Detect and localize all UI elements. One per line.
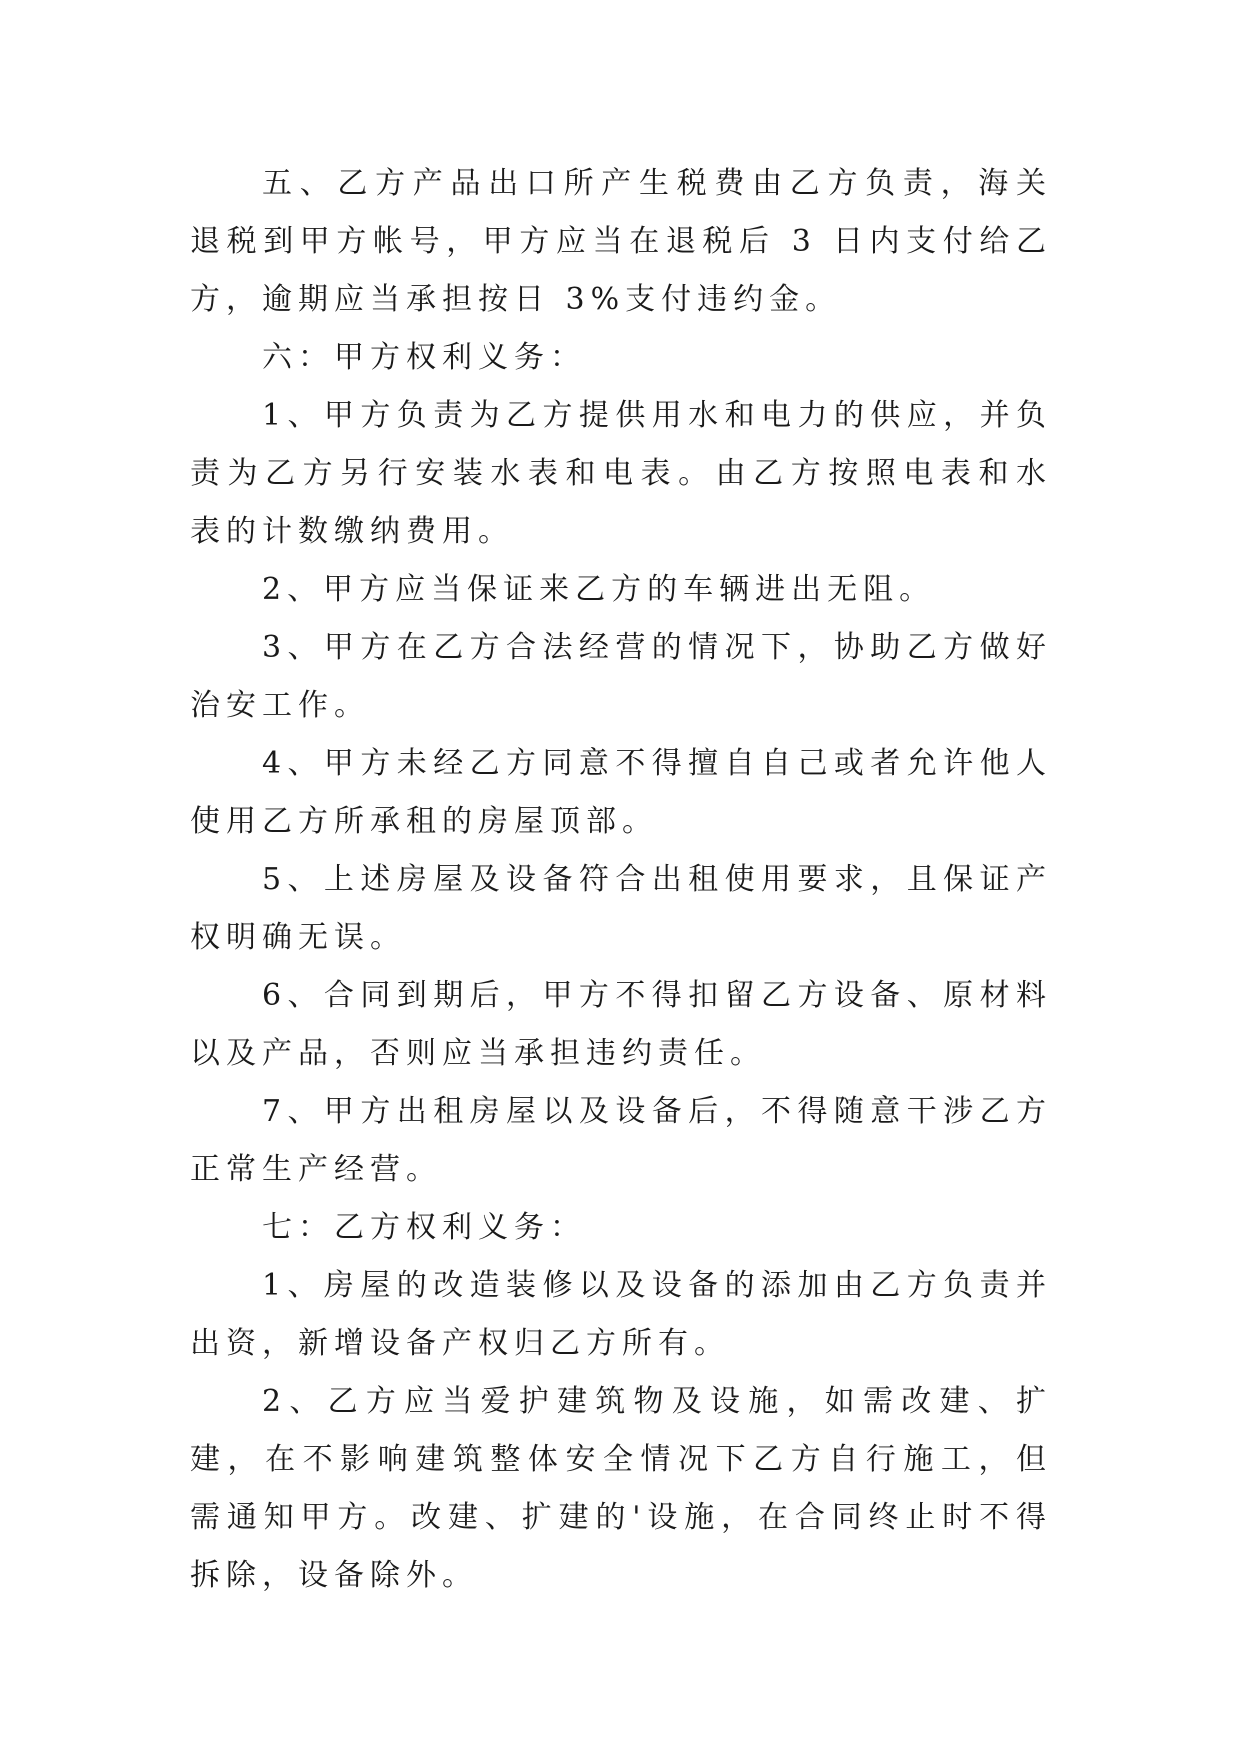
paragraph-party-a-item-7: 7、甲方出租房屋以及设备后，不得随意干涉乙方正常生产经营。: [190, 1094, 1052, 1187]
paragraph-party-a-item-3: 3、甲方在乙方合法经营的情况下，协助乙方做好治安工作。: [190, 630, 1052, 723]
heading-party-b-rights: 七：乙方权利义务：: [262, 1210, 586, 1245]
paragraph-party-b-item-1: 1、房屋的改造装修以及设备的添加由乙方负责并出资，新增设备产权归乙方所有。: [190, 1268, 1052, 1361]
paragraph-party-b-item-2: 2、乙方应当爱护建筑物及设施，如需改建、扩建，在不影响建筑整体安全情况下乙方自行施工，但需通知甲方。改建、扩建的'设施，在合同终止时不得拆除，设备除外。: [190, 1384, 1052, 1593]
paragraph-party-a-item-4: 4、甲方未经乙方同意不得擅自自己或者允许他人使用乙方所承租的房屋顶部。: [190, 746, 1052, 839]
paragraph-clause-5-tax: 五、乙方产品出口所产生税费由乙方负责，海关退税到甲方帐号，甲方应当在退税后 3 日内支付给乙方，逾期应当承担按日 3%支付违约金。: [190, 166, 1052, 317]
document-body: [190, 155, 1052, 1605]
paragraph-party-a-item-1: 1、甲方负责为乙方提供用水和电力的供应，并负责为乙方另行安装水表和电表。由乙方按照电表和水表的计数缴纳费用。: [190, 398, 1052, 549]
paragraph-party-a-item-6: 6、合同到期后，甲方不得扣留乙方设备、原材料以及产品，否则应当承担违约责任。: [190, 978, 1052, 1071]
paragraph-party-a-item-5: 5、上述房屋及设备符合出租使用要求，且保证产权明确无误。: [190, 862, 1052, 955]
heading-party-a-rights: 六：甲方权利义务：: [262, 340, 586, 375]
paragraph-party-a-item-2: 2、甲方应当保证来乙方的车辆进出无阻。: [262, 572, 936, 607]
